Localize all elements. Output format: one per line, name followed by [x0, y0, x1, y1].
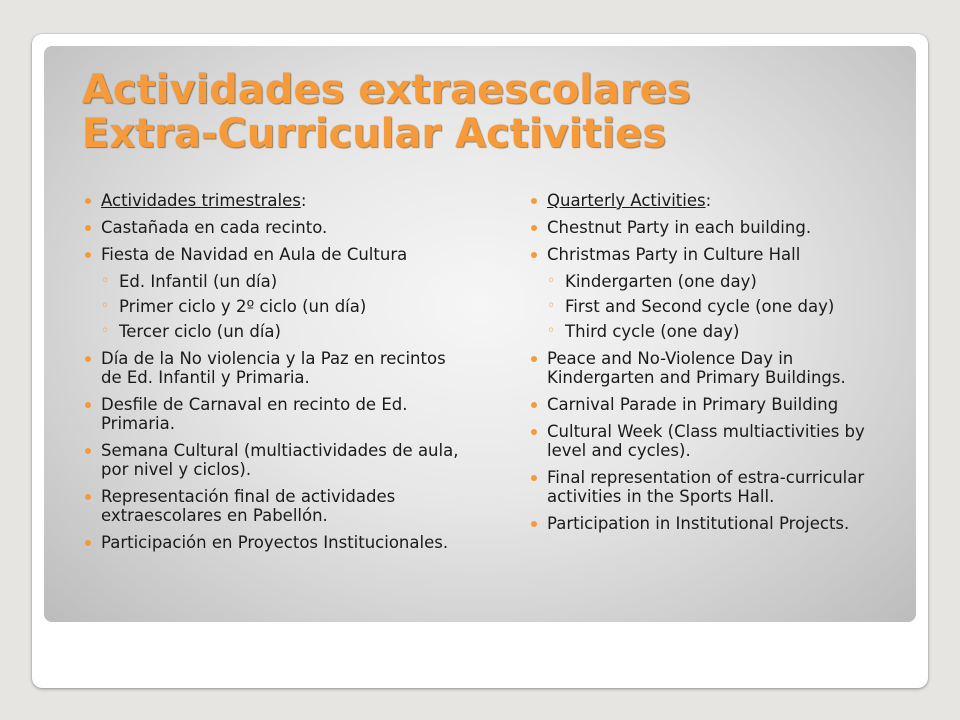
sub-list-item [530, 322, 890, 341]
slide-title [82, 68, 902, 156]
list-item-heading [530, 191, 890, 210]
title-english: Extra-Curricular Activities [82, 111, 667, 157]
sub-list-item-text: Primer ciclo y 2º ciclo (un día) [119, 297, 367, 316]
sub-list-item-text: Kindergarten (one day) [565, 272, 757, 291]
list-item: Christmas Party in Culture Hall [530, 245, 890, 264]
english-activities-list [530, 191, 890, 541]
sub-list-item-text: First and Second cycle (one day) [565, 297, 835, 316]
list-item: Cultural Week (Class multiactivities by level and cycles). [530, 422, 890, 460]
sub-list-item-text: Tercer ciclo (un día) [119, 322, 281, 341]
sub-list-item [530, 272, 890, 291]
heading-colon: : [705, 191, 712, 210]
heading-text: Quarterly Activities [547, 191, 706, 210]
list-item: Final representation of estra-curricular activities in the Sports Hall. [530, 468, 890, 506]
list-item: Chestnut Party in each building. [530, 218, 890, 237]
list-item: Carnival Parade in Primary Building [530, 395, 890, 414]
list-item: Desfile de Carnaval en recinto de Ed. Primaria. [84, 395, 464, 433]
sub-list-item-text: Ed. Infantil (un día) [119, 272, 278, 291]
sub-list-item [84, 322, 464, 341]
list-item-heading [84, 191, 464, 210]
sub-bullet-icon: ◦ [547, 323, 556, 339]
title-spanish: Actividades extraescolares [82, 67, 691, 113]
spanish-activities-list [84, 191, 464, 560]
heading-colon: : [300, 191, 307, 210]
sub-list-item [84, 272, 464, 291]
list-item: Participation in Institutional Projects. [530, 514, 890, 533]
sub-bullet-icon: ◦ [547, 298, 556, 314]
sub-list-item [530, 297, 890, 316]
list-item: Fiesta de Navidad en Aula de Cultura [84, 245, 464, 264]
list-item: Castañada en cada recinto. [84, 218, 464, 237]
list-item: Peace and No-Violence Day in Kindergarten and Primary Buildings. [530, 349, 890, 387]
sub-list-item [84, 297, 464, 316]
list-item: Semana Cultural (multiactividades de aula, por nivel y ciclos). [84, 441, 464, 479]
sub-list-item-text: Third cycle (one day) [565, 322, 740, 341]
sub-bullet-icon: ◦ [101, 273, 110, 289]
heading-text: Actividades trimestrales [101, 191, 301, 210]
list-item: Participación en Proyectos Institucionales. [84, 533, 464, 552]
sub-bullet-icon: ◦ [547, 273, 556, 289]
list-item: Representación final de actividades extraescolares en Pabellón. [84, 487, 464, 525]
list-item: Día de la No violencia y la Paz en recintos de Ed. Infantil y Primaria. [84, 349, 464, 387]
sub-bullet-icon: ◦ [101, 323, 110, 339]
sub-bullet-icon: ◦ [101, 298, 110, 314]
